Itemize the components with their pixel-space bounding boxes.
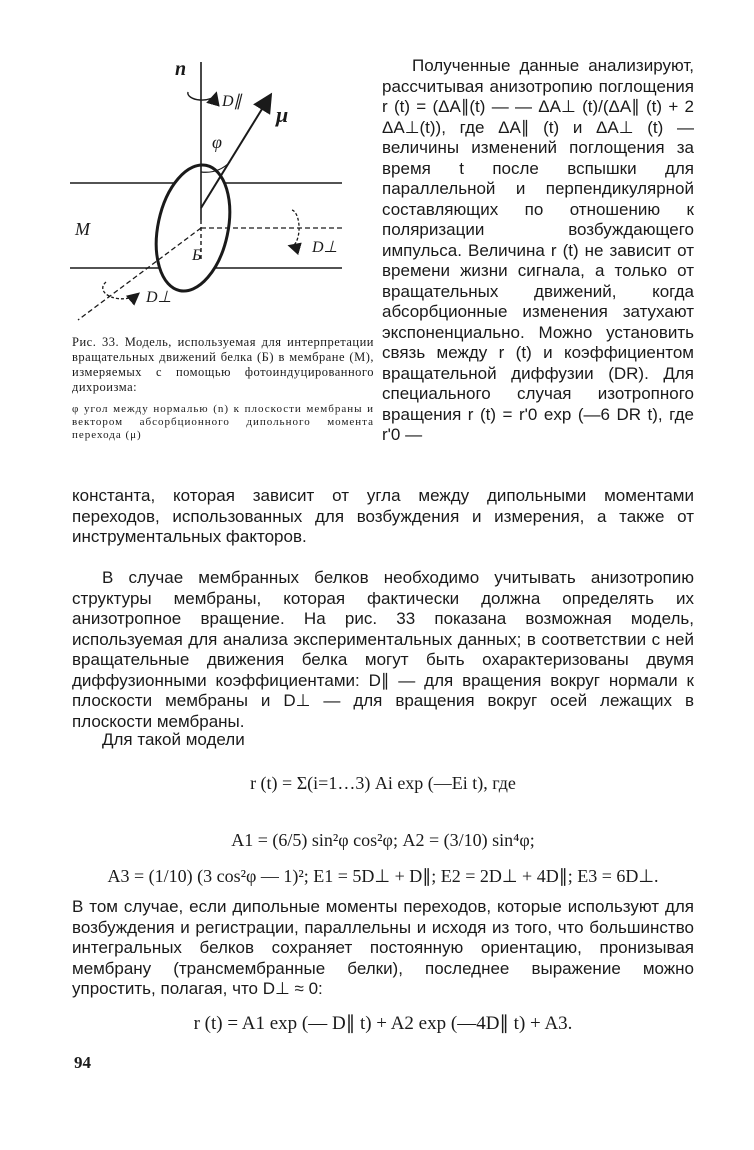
page-number: 94	[74, 1053, 91, 1072]
rotation-arrow-perp-left	[103, 282, 138, 299]
side-text-column	[382, 56, 694, 446]
formula-2: A1 = (6/5) sin²φ cos²φ; A2 = (3/10) sin⁴φ;	[231, 830, 535, 850]
label-d-perp-right: D⊥	[312, 239, 338, 256]
formula-3: A3 = (1/10) (3 cos²φ — 1)²; E1 = 5D⊥ + D∥; E2 = 2D⊥ + 4D∥; E3 = 6D⊥.	[107, 866, 659, 886]
membrane-model-figure	[60, 50, 360, 335]
dipole-vector-mu	[201, 96, 270, 208]
side-paragraph: Полученные данные анализируют, рассчитывая анизотропию поглощения r (t) = (ΔA∥(t) — — ΔA⊥ (t)/(ΔA∥ (t) + 2 ΔA⊥(t)), где ΔA∥ (t) и ΔA⊥ (t) — величины изменений поглощения за время t после вспышки для параллельной и перпендикулярной составляющих по отношению к поляризации возбуждающего импульса. Величина r (t) не зависит от времени жизни сигнала, а только от вращательных движений, когда абсорбционные изменения затухают экспоненциально. Можно установить связь между r (t) и коэффициентом вращательной диффузии (DR). Для специального случая изотропного вращения r (t) = r'0 exp (—6 DR t), где r'0 —	[382, 56, 694, 444]
paragraph-4: В том случае, если дипольные моменты переходов, которые используют для возбуждения и регистрации, параллельны и исходя из того, что большинство интегральных белков сохраняет постоянную ориентацию, пронизывая мембрану (трансмембранные белки), последнее выражение можно упростить, полагая, что D⊥ ≈ 0:	[72, 897, 694, 998]
label-n: n	[175, 58, 187, 80]
caption-note: φ угол между нормалью (n) к плоскости мембраны и вектором абсорбционного дипольного момента перехода (μ)	[72, 403, 374, 441]
continuation-paragraph-block	[72, 486, 694, 548]
label-d-perp-left: D⊥	[146, 289, 172, 306]
formula-1: r (t) = Σ(i=1…3) Ai exp (—Ei t), где	[250, 773, 516, 793]
label-mu: μ	[276, 102, 289, 127]
caption-title: Рис. 33. Модель, используемая для интерпретации вращательных движений белка (Б) в мембране (М), измеряемых с помощью фотоиндуцированного дихроизма:	[72, 335, 374, 394]
label-phi: φ	[212, 132, 222, 152]
label-d-parallel: D∥	[222, 93, 242, 110]
continuation-paragraph: константа, которая зависит от угла между дипольными моментами переходов, использованных для возбуждения и измерения, а также от инструментальных факторов.	[72, 486, 694, 546]
paragraph-3: Для такой модели	[102, 730, 245, 749]
formula-4: r (t) = A1 exp (— D∥ t) + A2 exp (—4D∥ t) + A3.	[193, 1013, 573, 1034]
paragraph-3-block	[72, 730, 694, 751]
paragraph-2: В случае мембранных белков необходимо учитывать анизотропию структуры мембраны, которая фактически должна определять их анизотропное вращение. На рис. 33 показана возможная модель, используемая для анализа экспериментальных данных; в соответствии с ней вращательные движения белка могут быть охарактеризованы двумя диффузионными коэффициентами: D∥ — для вращения вокруг нормали к плоскости мембраны и D⊥ — для вращения вокруг осей лежащих в плоскости мембраны.	[72, 568, 694, 731]
paragraph-2-block	[72, 568, 694, 732]
paragraph-4-block	[72, 897, 694, 1000]
figure-caption	[72, 335, 374, 453]
label-b: Б	[192, 247, 202, 264]
rotation-arrow-parallel	[188, 92, 216, 100]
label-m: M	[75, 219, 90, 239]
